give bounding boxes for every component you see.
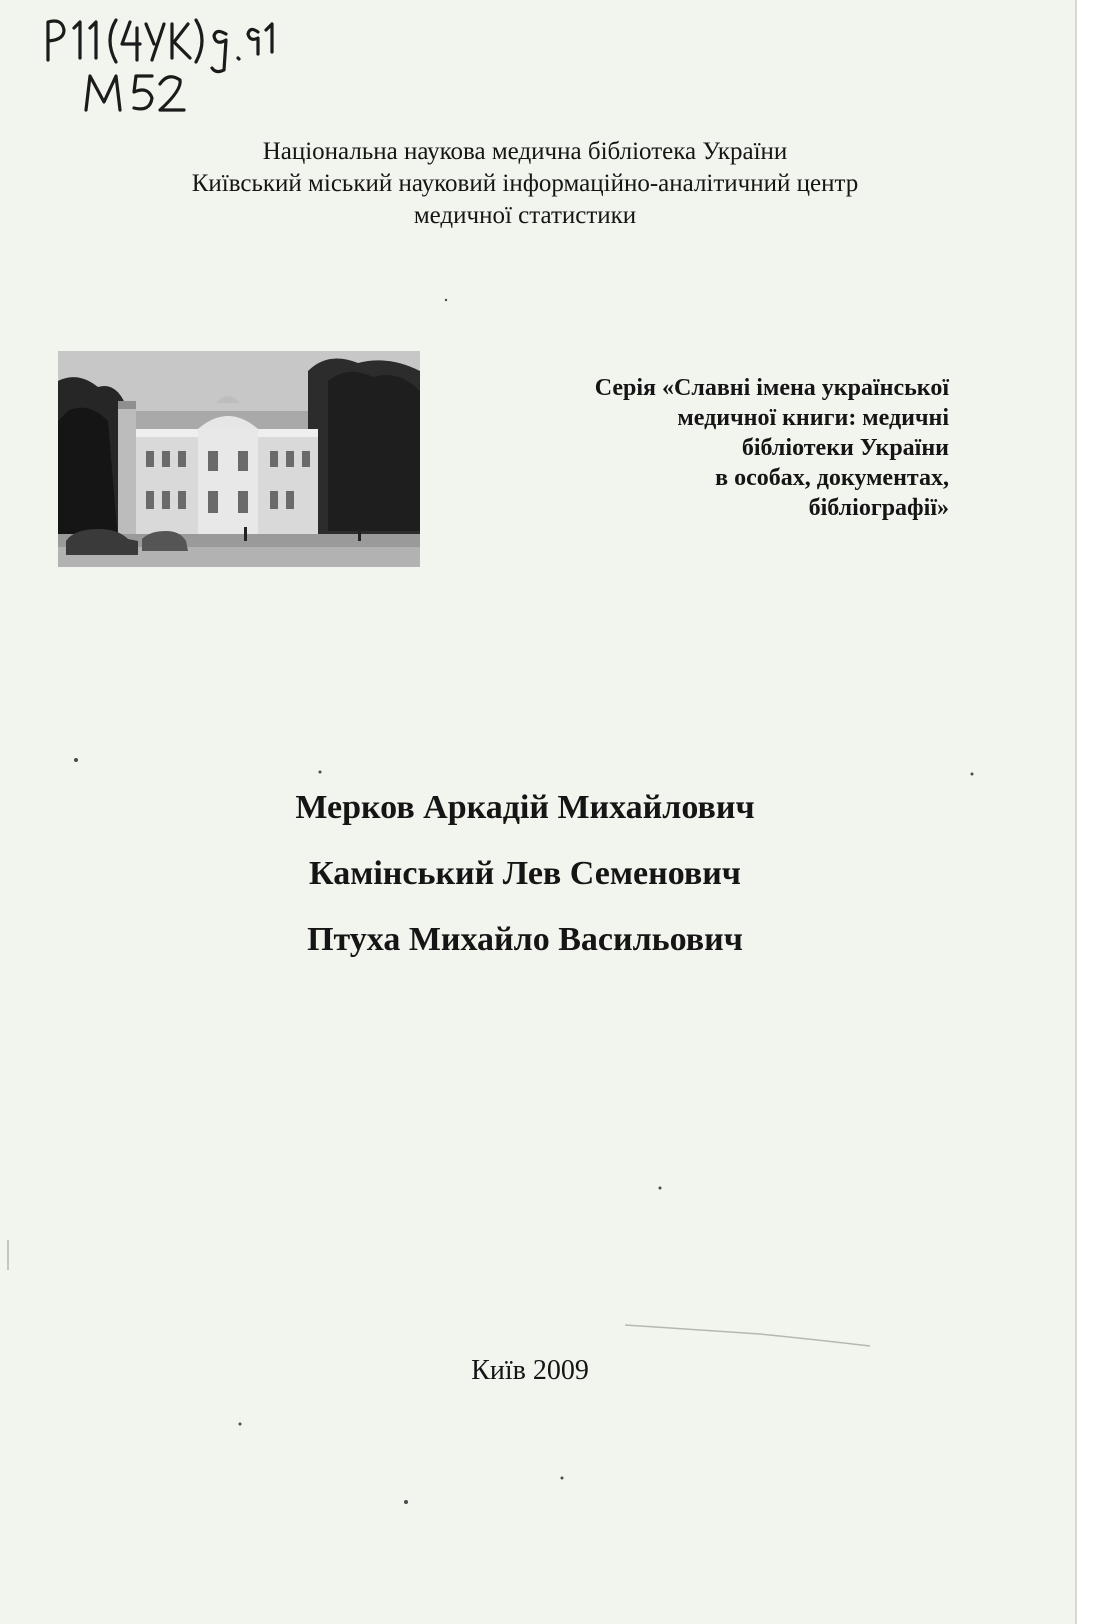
- institution-header: [60, 136, 990, 232]
- building-photo-image: [58, 351, 420, 567]
- institution-line-2: Київський міський науковий інформаційно-аналітичний центр: [191, 170, 859, 197]
- scan-edge: [1077, 0, 1109, 1624]
- series-line: в особах, документах,: [715, 465, 949, 491]
- imprint: Київ 2009: [471, 1355, 589, 1386]
- person-name: Камінський Лев Семенович: [309, 855, 741, 892]
- series-line: бібліотеки України: [741, 435, 949, 461]
- person-names: [80, 788, 970, 986]
- series-line: бібліографії»: [808, 495, 949, 521]
- series-line: Серія «Славні імена української: [594, 375, 949, 401]
- institution-line-1: Національна наукова медична бібліотека України: [262, 138, 788, 165]
- library-building-photo: [58, 351, 420, 567]
- person-name: Птуха Михайло Васильович: [307, 921, 743, 958]
- handwritten-call-number: [40, 14, 340, 114]
- handwriting-image: [40, 14, 340, 114]
- series-line: медичної книги: медичні: [677, 405, 949, 431]
- series-title: [489, 373, 949, 523]
- institution-line-3: медичної статистики: [413, 202, 637, 229]
- person-name: Мерков Аркадій Михайлович: [295, 789, 755, 826]
